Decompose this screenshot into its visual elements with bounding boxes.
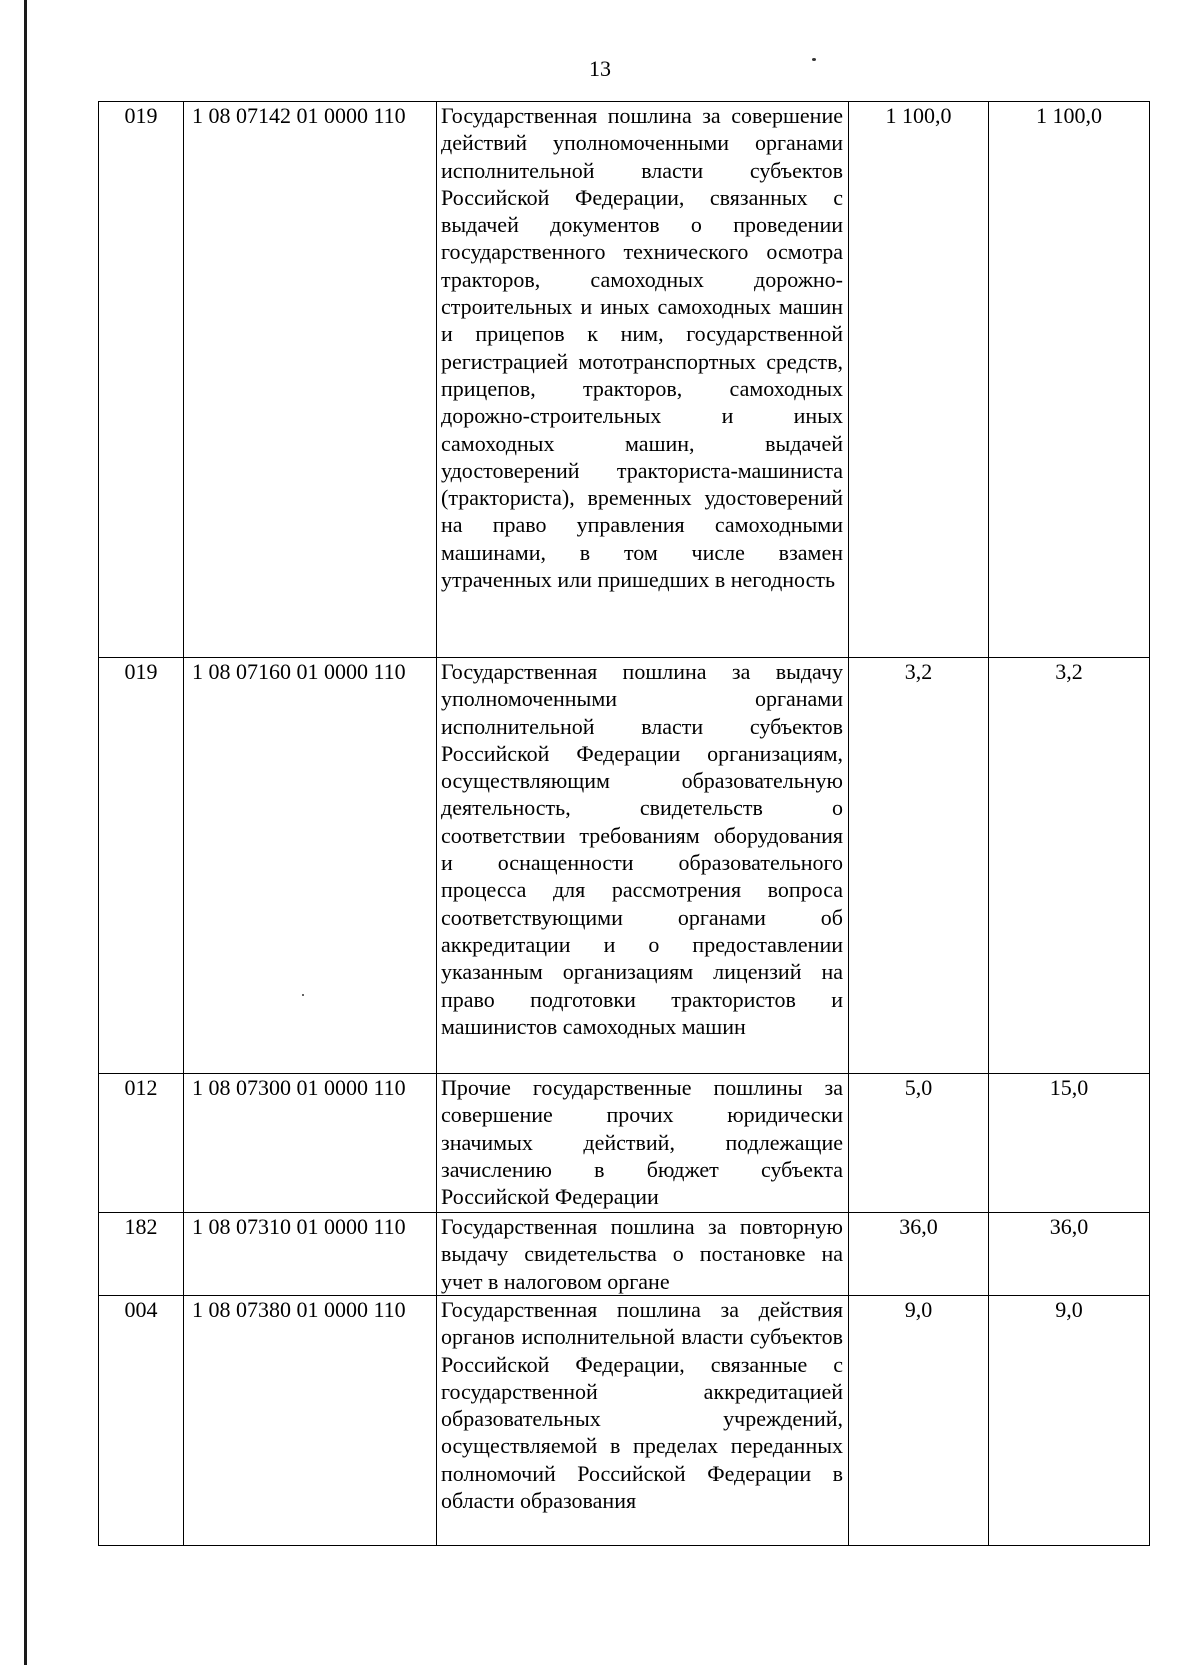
fee-name-cell: Государственная пошлина за действия органов исполнительной власти субъектов Российской Федерации, связанные с государственной аккредитацией образовательных учреждений, осуществляемой в пределах переданных полномочий Российской Федерации в области образования [437,1296,849,1546]
value-2-cell: 36,0 [989,1213,1150,1296]
revenue-table [98,101,1150,1546]
table-row [99,658,1150,1074]
fee-name-cell: Государственная пошлина за совершение действий уполномоченными органами исполнительной власти субъектов Российской Федерации, связанных с выдачей документов о проведении государственного технического осмотра тракторов, самоходных дорожно-строительных и иных самоходных машин и прицепов к ним, государственной регистрацией мототранспортных средств, прицепов, тракторов, самоходных дорожно-строительных и иных самоходных машин, выдачей удостоверений тракториста-машиниста (тракториста), временных удостоверений на право управления самоходными машинами, в том числе взамен утраченных или пришедших в негодность [437,102,849,658]
value-2-cell: 3,2 [989,658,1150,1074]
scan-edge-line [24,0,27,1665]
value-2-cell: 1 100,0 [989,102,1150,658]
kbk-code-cell: 1 08 07142 01 0000 110 [184,102,437,658]
table-row [99,1074,1150,1213]
page-number: 13 [589,56,611,81]
admin-code-cell: 019 [99,658,184,1074]
table-row [99,102,1150,658]
table-row [99,1296,1150,1546]
value-1-cell: 36,0 [849,1213,989,1296]
admin-code-cell: 012 [99,1074,184,1213]
admin-code-cell: 182 [99,1213,184,1296]
kbk-code-cell: 1 08 07380 01 0000 110 [184,1296,437,1546]
kbk-code-cell: 1 08 07310 01 0000 110 [184,1213,437,1296]
fee-name-cell: Прочие государственные пошлины за совершение прочих юридически значимых действий, подлежащие зачислению в бюджет субъекта Российской Федерации [437,1074,849,1213]
value-1-cell: 9,0 [849,1296,989,1546]
fee-name-cell: Государственная пошлина за выдачу уполномоченными органами исполнительной власти субъектов Российской Федерации организациям, осуществляющим образовательную деятельность, свидетельств о соответствии требованиям оборудования и оснащенности образовательного процесса для рассмотрения вопроса соответствующими органами об аккредитации и о предоставлении указанным организациям лицензий на право подготовки трактористов и машинистов самоходных машин [437,658,849,1074]
value-1-cell: 5,0 [849,1074,989,1213]
value-1-cell: 1 100,0 [849,102,989,658]
value-2-cell: 9,0 [989,1296,1150,1546]
admin-code-cell: 004 [99,1296,184,1546]
kbk-code-cell: 1 08 07300 01 0000 110 [184,1074,437,1213]
fee-name-cell: Государственная пошлина за повторную выдачу свидетельства о постановке на учет в налоговом органе [437,1213,849,1296]
kbk-code-cell: 1 08 07160 01 0000 110 [184,658,437,1074]
value-2-cell: 15,0 [989,1074,1150,1213]
admin-code-cell: 019 [99,102,184,658]
value-1-cell: 3,2 [849,658,989,1074]
table-row [99,1213,1150,1296]
